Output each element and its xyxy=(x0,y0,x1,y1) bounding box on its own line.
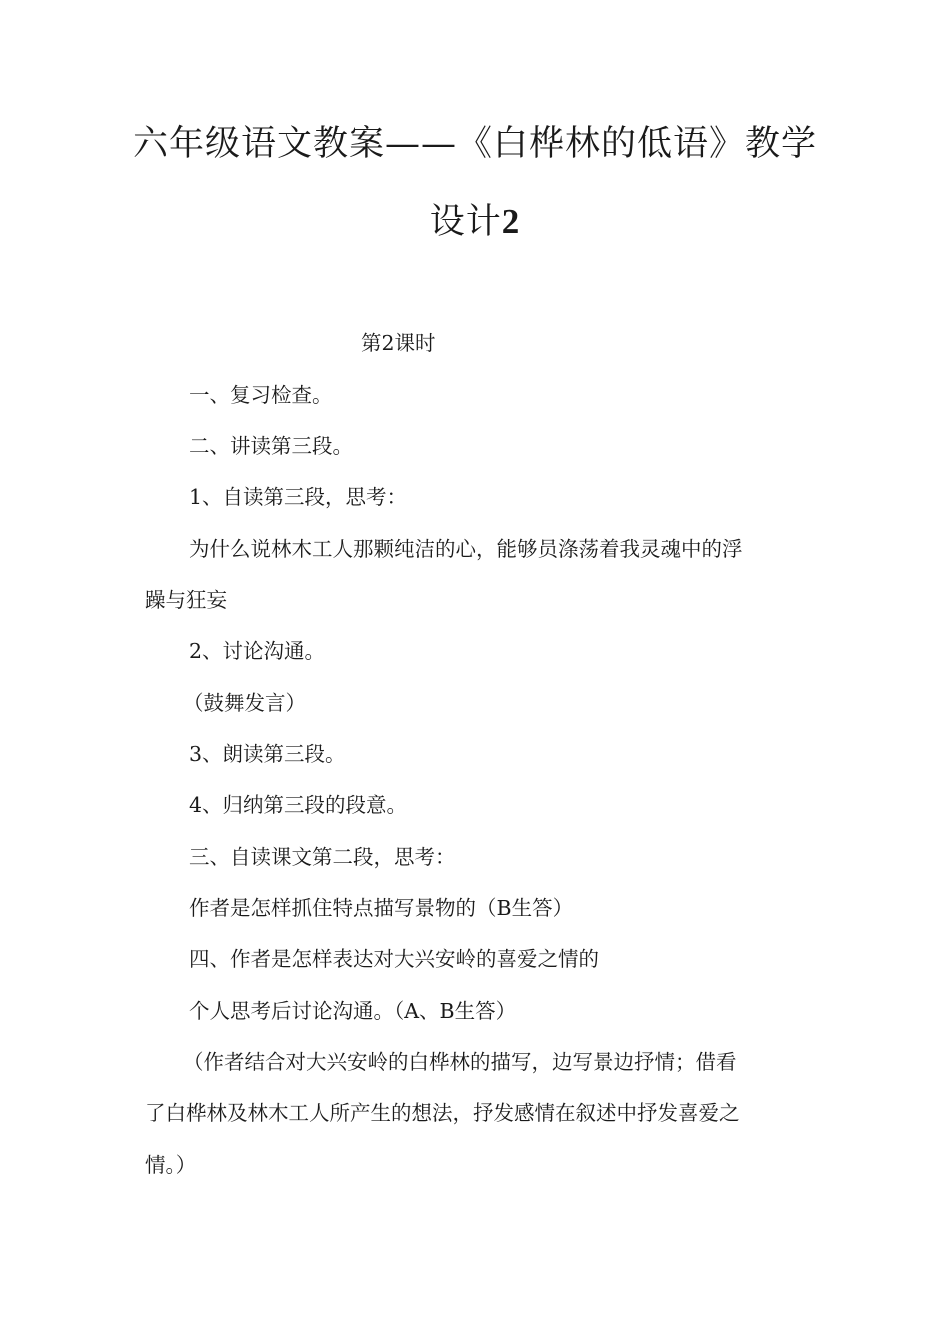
title-text: 设计 xyxy=(429,202,502,242)
question-text: 为什么说林木工人那颗纯洁的心，能够员涤荡着我灵魂中的浮 xyxy=(189,537,743,561)
step-summarize: 4、归纳第三段的段意。 xyxy=(189,793,408,817)
answer-text-continued: 了白桦林及林木工人所产生的想法，抒发感情在叙述中抒发喜爱之 xyxy=(145,1101,740,1125)
section-second-paragraph: 三、自读课文第二段，思考： xyxy=(189,845,456,869)
step-read-aloud: 3、朗读第三段。 xyxy=(189,742,346,766)
answer-text: （作者结合对大兴安岭的白桦林的描写，边写景边抒情；借看 xyxy=(183,1050,737,1074)
title-number: 2 xyxy=(501,202,521,241)
answer-text-end: 情。） xyxy=(145,1153,197,1177)
document-title-continued xyxy=(0,202,950,242)
document-title: 六年级语文教案——《白桦林的低语》教学 xyxy=(132,124,817,164)
lesson-heading: 第2课时 xyxy=(361,331,436,355)
section-third-paragraph: 二、讲读第三段。 xyxy=(189,434,353,458)
section-review: 一、复习检查。 xyxy=(189,383,333,407)
step-self-read: 1、自读第三段，思考： xyxy=(189,485,408,509)
question-scenery: 作者是怎样抓住特点描写景物的（B生答） xyxy=(189,896,574,920)
note-encourage: （鼓舞发言） xyxy=(183,691,306,715)
section-expression: 四、作者是怎样表达对大兴安岭的喜爱之情的 xyxy=(189,947,599,971)
step-discussion: 2、讨论沟通。 xyxy=(189,639,326,663)
step-think-discuss: 个人思考后讨论沟通。（A、B生答） xyxy=(189,999,517,1023)
question-text-continued: 躁与狂妄 xyxy=(145,588,227,612)
